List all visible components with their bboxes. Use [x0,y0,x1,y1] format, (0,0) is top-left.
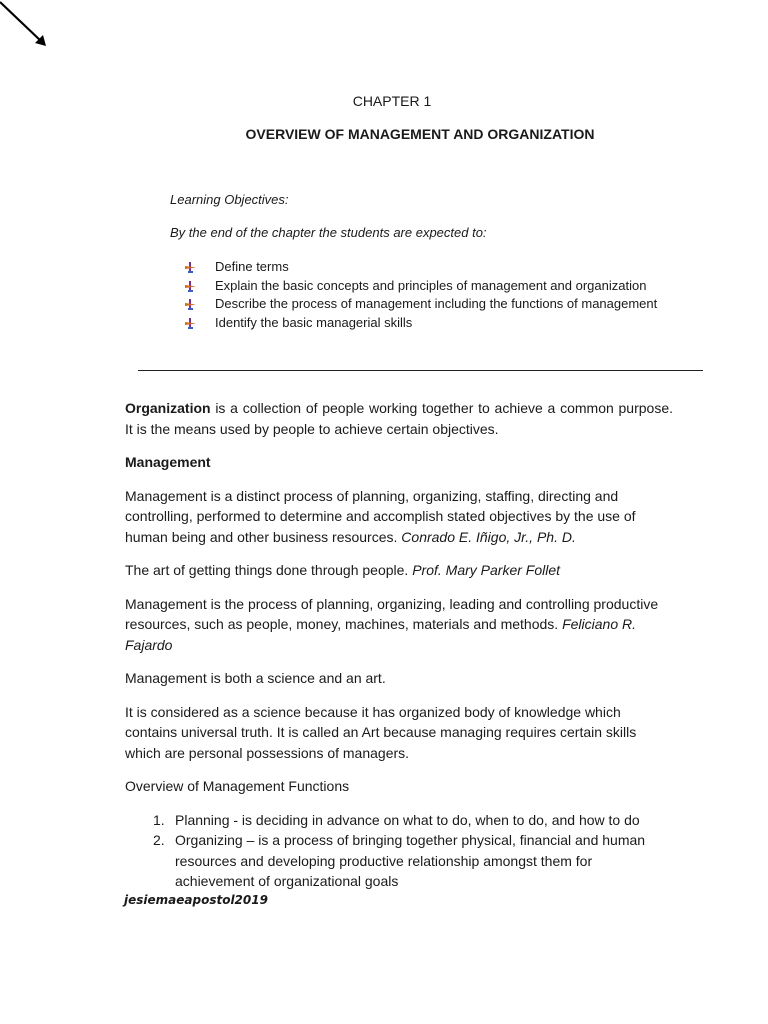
function-number: 2. [153,832,165,848]
objective-item [185,258,657,277]
function-number: 1. [153,811,165,828]
objective-item [185,295,657,314]
function-text: Planning - is deciding in advance on what to do, when to do, and how to do [175,811,640,828]
science-art-statement: Management is both a science and an art. [125,670,386,686]
chapter-content [125,398,673,892]
science-art-explanation: It is considered as a science because it has organized body of knowledge which contains universal truth. It is called an Art because managing requires certain skills which are personal possessions of managers. [125,703,637,761]
arrow-bullet-icon [185,318,197,329]
def2-text: The art of getting things done through people. [125,562,409,578]
function-item [125,810,673,831]
management-definition-3 [125,594,673,656]
objectives-list [185,258,657,332]
objective-item [185,277,657,296]
learning-objectives-heading: Learning Objectives: [170,192,289,207]
organization-definition [125,398,673,439]
functions-heading: Overview of Management Functions [125,778,350,794]
def3-author: Feliciano R. Fajardo [125,616,636,653]
management-definition-1 [125,486,673,548]
objective-text: Identify the basic managerial skills [215,314,413,330]
organization-term: Organization [125,400,211,416]
management-definition-2 [125,560,673,581]
def1-author: Conrado E. Iñigo, Jr., Ph. D. [401,528,576,545]
organization-def-text: is a collection of people working together to achieve a common purpose. It is the means used by people to achieve certain objectives. [125,400,673,437]
objective-item [185,314,657,333]
arrow-bullet-icon [185,299,197,310]
chapter-title: OVERVIEW OF MANAGEMENT AND ORGANIZATION [245,126,595,142]
objective-text: Explain the basic concepts and principles of management and organization [215,277,647,293]
function-item [125,830,673,892]
arrow-bullet-icon [185,281,197,292]
arrow-bullet-icon [185,262,197,273]
management-heading: Management [125,454,211,470]
objective-text: Define terms [215,259,289,274]
functions-list [125,810,673,892]
section-divider [138,370,703,371]
corner-arrow-icon [0,0,50,50]
def1-text: Management is a distinct process of planning, organizing, staffing, directing and controlling, performed to determine and accomplish stated objectives by the use of human being and other business resources. [125,487,636,545]
chapter-label: CHAPTER 1 [352,93,432,109]
objective-text: Describe the process of management including the functions of management [215,296,658,311]
author-watermark: jesiemaeapostol2019 [124,893,268,907]
def3-text: Management is the process of planning, organizing, leading and controlling productive resources, such as people, money, machines, materials and methods. [125,595,659,632]
def2-author: Prof. Mary Parker Follet [412,562,561,578]
function-text: Organizing – is a process of bringing together physical, financial and human resources and developing productive relationship amongst them for achievement of organizational goals [175,832,646,889]
learning-objectives-intro: By the end of the chapter the students are expected to: [170,225,487,240]
